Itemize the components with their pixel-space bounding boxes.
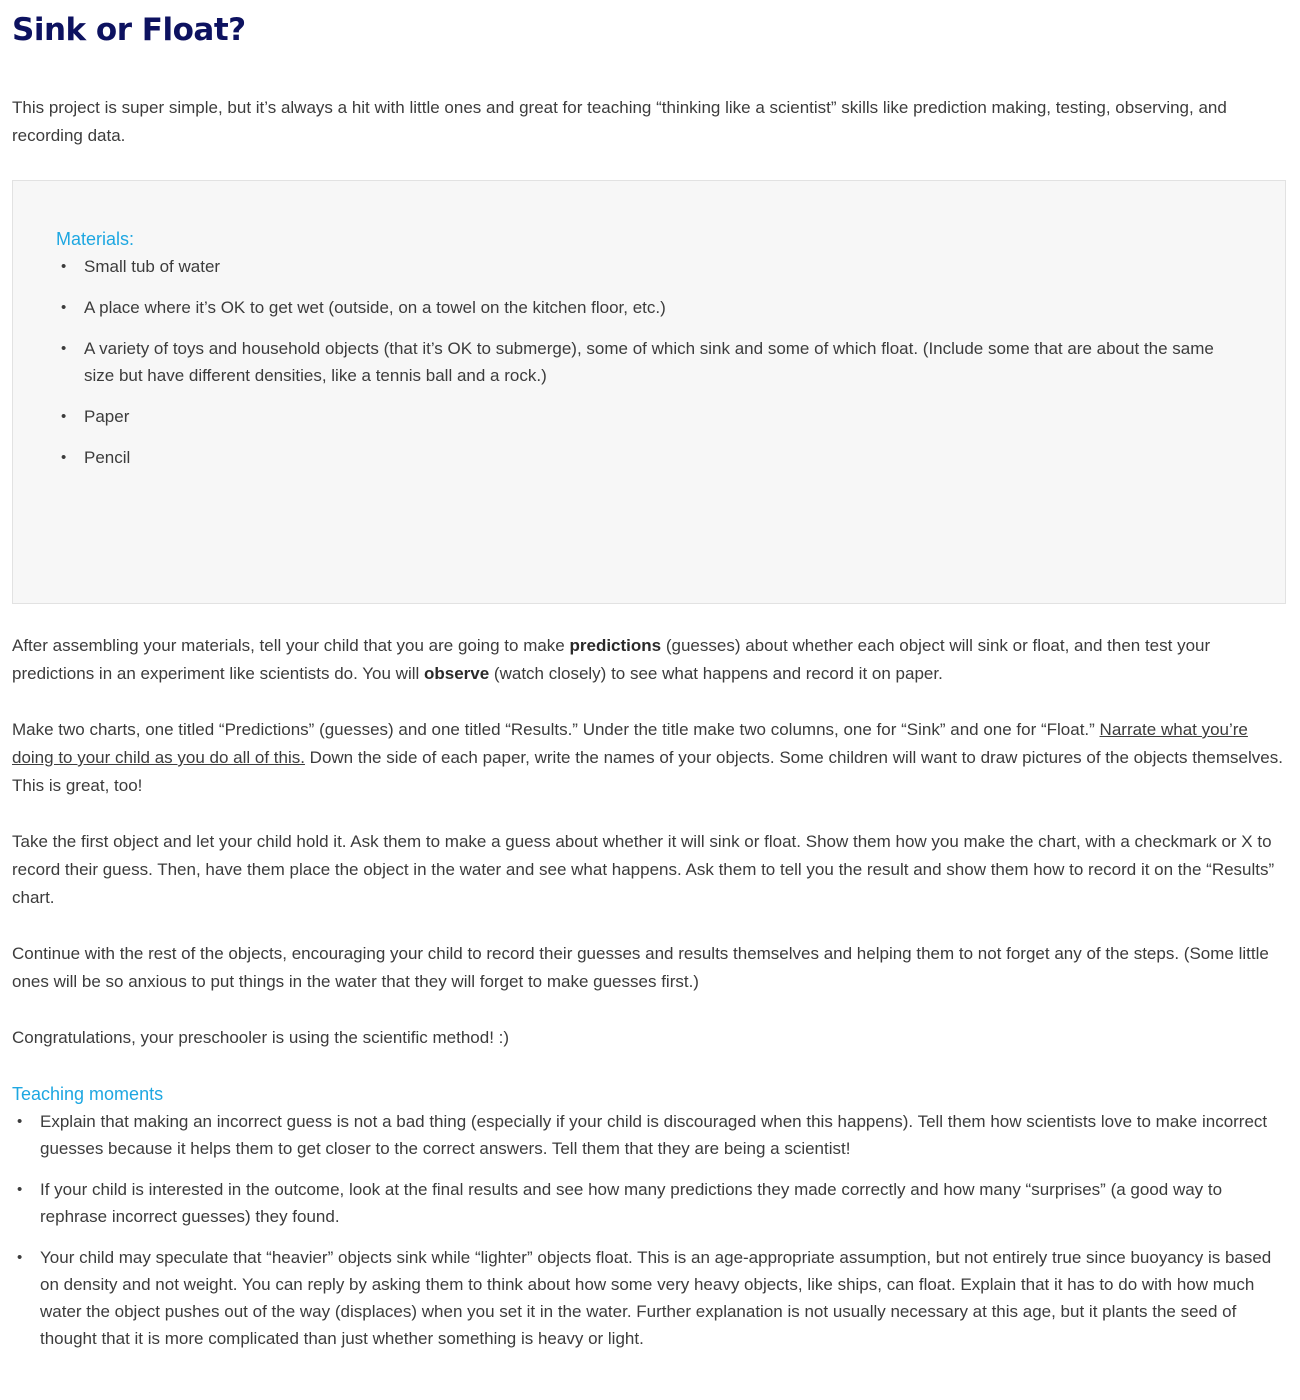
bullet-icon: • bbox=[61, 258, 67, 275]
page-title: Sink or Float? bbox=[12, 12, 246, 48]
charts-paragraph bbox=[12, 716, 1288, 800]
intro-paragraph: This project is super simple, but it’s always a hit with little ones and great for teaching “thinking like a scientist” skills like prediction making, testing, observing, and recording data. bbox=[12, 98, 1227, 145]
continue-paragraph: Continue with the rest of the objects, encouraging your child to record their guesses and results themselves and helping them to not forget any of the steps. (Some little ones will be so anxious to put things in the water that they will forget to make guesses first.) bbox=[12, 944, 1269, 991]
assembling-paragraph bbox=[12, 632, 1288, 688]
list-item bbox=[56, 253, 1242, 280]
teaching-heading: Teaching moments bbox=[12, 1084, 164, 1104]
first-object-paragraph: Take the first object and let your child hold it. Ask them to make a guess about whether it will sink or float. Show them how you make the chart, with a checkmark or X to record their guess. Then, have them place the object in the water and see what happens. Ask them to tell you the result and show them how to record it on the “Results” chart. bbox=[12, 832, 1275, 907]
bullet-icon: • bbox=[17, 1113, 23, 1130]
list-item bbox=[56, 403, 1242, 430]
materials-box bbox=[12, 180, 1286, 604]
charts-text-1: Make two charts, one titled “Predictions” (guesses) and one titled “Results.” Under the title make two columns, one for “Sink” and one for “Float.” bbox=[12, 720, 1100, 739]
bullet-icon: • bbox=[61, 449, 67, 466]
list-item bbox=[56, 335, 1242, 389]
bullet-icon: • bbox=[17, 1181, 23, 1198]
bullet-icon: • bbox=[61, 340, 67, 357]
bullet-icon: • bbox=[61, 408, 67, 425]
list-item-text: Small tub of water bbox=[84, 257, 221, 276]
observe-term: observe bbox=[424, 664, 490, 683]
list-item-text: Pencil bbox=[84, 448, 131, 467]
assembling-text-2: (guesses) about whether each object will sink or float, and then test your predictions in an experiment like scientists do. You will bbox=[12, 636, 1211, 683]
list-item bbox=[56, 444, 1242, 471]
congrats-paragraph: Congratulations, your preschooler is using the scientific method! :) bbox=[12, 1028, 510, 1047]
assembling-text-3: (watch closely) to see what happens and record it on paper. bbox=[489, 664, 943, 683]
list-item-text: A variety of toys and household objects (that it’s OK to submerge), some of which sink and some of which float. (Include some that are about the same size but have different densities, like a tennis ball and a rock.) bbox=[84, 339, 1214, 385]
list-item bbox=[12, 1108, 1288, 1162]
charts-text-2: Down the side of each paper, write the names of your objects. Some children will want to draw pictures of the objects themselves. This is great, too! bbox=[12, 748, 1283, 795]
list-item bbox=[12, 1244, 1288, 1352]
list-item-text: Explain that making an incorrect guess is not a bad thing (especially if your child is discouraged when this happens). Tell them how scientists love to make incorrect guesses because it helps them to get closer to the correct answers. Tell them that they are being a scientist! bbox=[40, 1112, 1268, 1158]
list-item-text: Your child may speculate that “heavier” objects sink while “lighter” objects float. This is an age-appropriate assumption, but not entirely true since buoyancy is based on density and not weight. You can reply by asking them to think about how some very heavy objects, like ships, can float. Explain that it has to do with how much water the object pushes out of the way (displaces) when you set it in the water. Further explanation is not usually necessary at this age, but it plants the seed of thought that it is more complicated than just whether something is heavy or light. bbox=[40, 1248, 1272, 1348]
list-item-text: A place where it’s OK to get wet (outside, on a towel on the kitchen floor, etc.) bbox=[84, 298, 666, 317]
assembling-text-1: After assembling your materials, tell your child that you are going to make bbox=[12, 636, 570, 655]
list-item-text: Paper bbox=[84, 407, 130, 426]
list-item-text: If your child is interested in the outcome, look at the final results and see how many predictions they made correctly and how many “surprises” (a good way to rephrase incorrect guesses) they found. bbox=[40, 1180, 1223, 1226]
narrate-emphasis: Narrate what you’re doing to your child as you do all of this. bbox=[12, 720, 1248, 767]
predictions-term: predictions bbox=[569, 636, 662, 655]
list-item bbox=[56, 294, 1242, 321]
bullet-icon: • bbox=[61, 299, 67, 316]
list-item bbox=[12, 1176, 1288, 1230]
teaching-list bbox=[12, 1108, 1288, 1352]
bullet-icon: • bbox=[17, 1249, 23, 1266]
materials-heading: Materials: bbox=[56, 229, 135, 249]
materials-list bbox=[56, 253, 1242, 471]
